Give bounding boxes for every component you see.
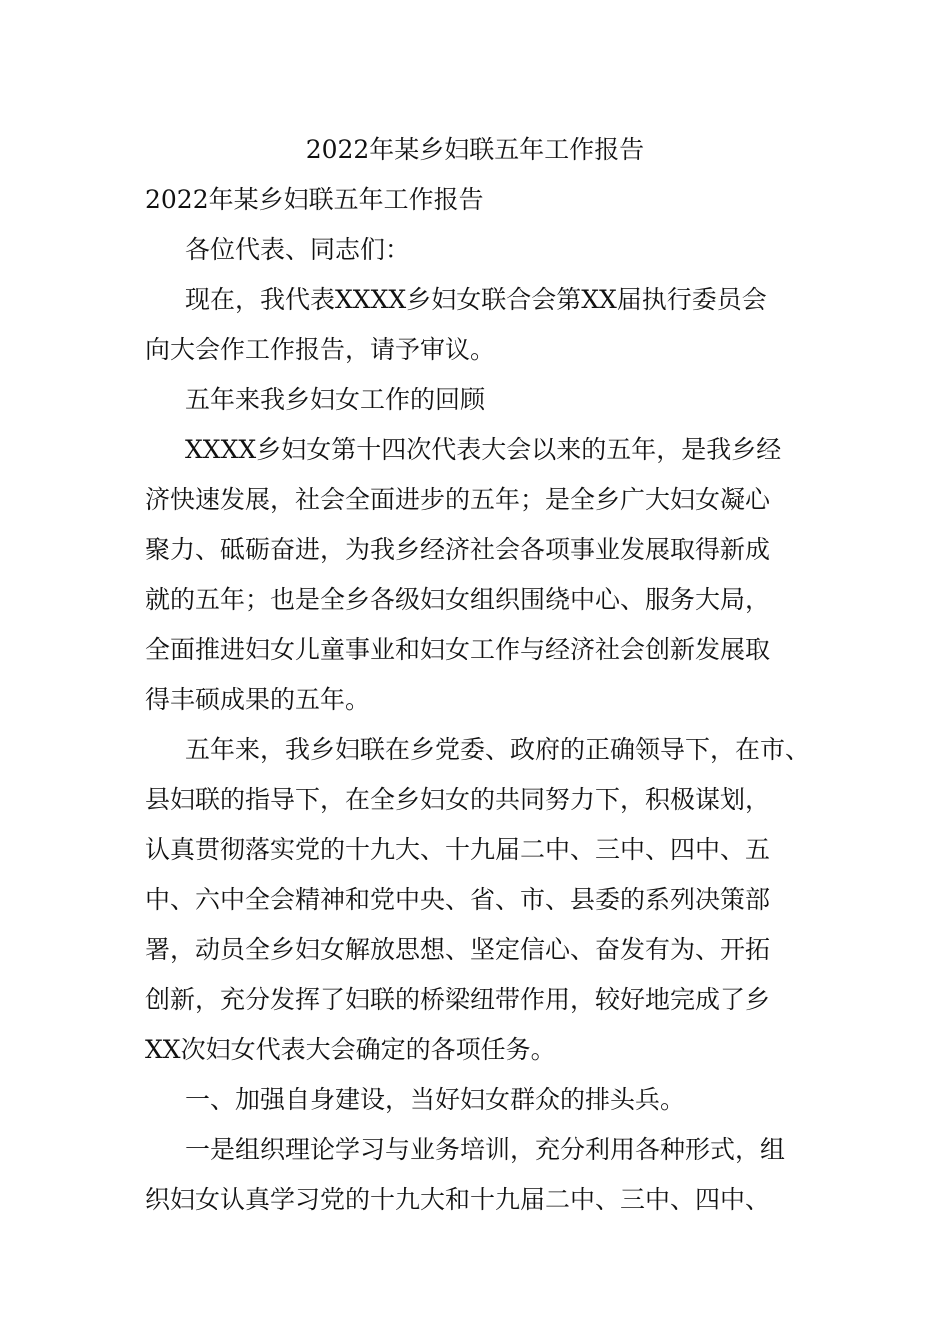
- body-line: 向大会作工作报告，请予审议。: [145, 335, 496, 364]
- section-heading: 一、加强自身建设，当好妇女群众的排头兵。: [185, 1085, 686, 1114]
- body-line: 就的五年；也是全乡各级妇女组织围绕中心、服务大局，: [145, 585, 771, 614]
- body-line: 县妇联的指导下，在全乡妇女的共同努力下，积极谋划，: [145, 785, 771, 814]
- salutation-line: 各位代表、同志们：: [185, 235, 411, 264]
- body-line: 全面推进妇女儿童事业和妇女工作与经济社会创新发展取: [145, 635, 771, 664]
- body-line: 中、六中全会精神和党中央、省、市、县委的系列决策部: [145, 885, 771, 914]
- body-line: 创新，充分发挥了妇联的桥梁纽带作用，较好地完成了乡: [145, 985, 771, 1014]
- body-line: 一是组织理论学习与业务培训，充分利用各种形式，组: [185, 1135, 786, 1164]
- subtitle-line: 2022年某乡妇联五年工作报告: [145, 185, 484, 214]
- body-line: 五年来，我乡妇联在乡党委、政府的正确领导下，在市、: [185, 735, 811, 764]
- body-line: 现在，我代表XXXX乡妇女联合会第XX届执行委员会: [185, 285, 767, 314]
- document-title: 2022年某乡妇联五年工作报告: [305, 135, 645, 164]
- body-line: 织妇女认真学习党的十九大和十九届二中、三中、四中、: [145, 1185, 771, 1214]
- body-line: 署，动员全乡妇女解放思想、坚定信心、奋发有为、开拓: [145, 935, 771, 964]
- body-line: 济快速发展，社会全面进步的五年；是全乡广大妇女凝心: [145, 485, 771, 514]
- body-line: 认真贯彻落实党的十九大、十九届二中、三中、四中、五: [145, 835, 771, 864]
- section-heading: 五年来我乡妇女工作的回顾: [185, 385, 486, 414]
- body-line: XXXX乡妇女第十四次代表大会以来的五年，是我乡经: [185, 435, 782, 464]
- body-line: 聚力、砥砺奋进，为我乡经济社会各项事业发展取得新成: [145, 535, 771, 564]
- body-line: 得丰硕成果的五年。: [145, 685, 371, 714]
- body-line: XX次妇女代表大会确定的各项任务。: [145, 1035, 556, 1064]
